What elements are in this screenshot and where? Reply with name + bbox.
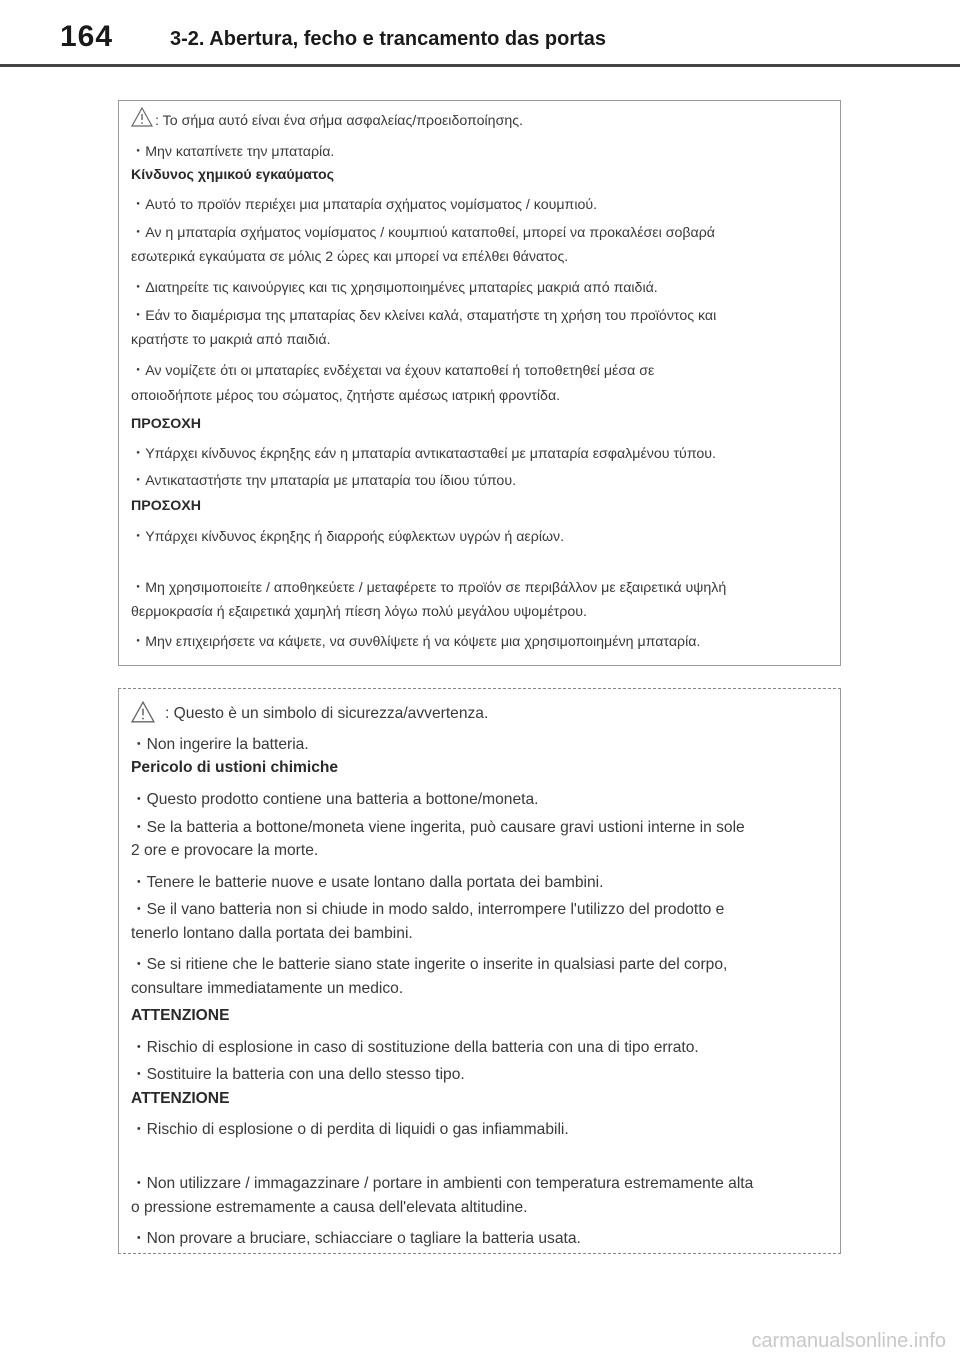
greek-line-8: ・Εάν το διαμέρισμα της μπαταρίας δεν κλείνει καλά, σταματήστε τη χρήση του προϊόντος και [131,308,717,324]
greek-heading-caution-1: ΠΡΟΣΟΧΗ [131,416,202,432]
greek-line-18: θερμοκρασία ή εξαιρετικά χαμηλή πίεση λόγω πολύ μεγάλου υψομέτρου. [131,604,587,620]
page-header [0,0,960,68]
italian-line-7: ・Tenere le batterie nuove e usate lontano dalla portata dei bambini. [131,874,604,891]
italian-line-10: ・Se si ritiene che le batterie siano state ingerite o inserite in qualsiasi parte del corpo, [131,956,728,973]
greek-line-19: ・Μην επιχειρήσετε να κάψετε, να συνθλίψετε ή να κόψετε μια χρησιμοποιημένη μπαταρία. [131,634,701,650]
warning-triangle-icon [131,701,155,723]
section-title: 3-2. Abertura, fecho e trancamento das portas [170,28,607,50]
italian-line-16: ・Rischio di esplosione o di perdita di liquidi o gas infiammabili. [131,1121,569,1138]
italian-line-19: ・Non provare a bruciare, schiacciare o tagliare la batteria usata. [131,1230,581,1247]
italian-line-6: 2 ore e provocare la morte. [131,842,319,859]
warning-triangle-icon [131,107,153,127]
greek-heading-chemical-burn: Κίνδυνος χημικού εγκαύματος [131,167,335,183]
italian-line-17: ・Non utilizzare / immagazzinare / portare in ambienti con temperatura estremamente alta [131,1175,754,1192]
italian-warning-box [118,688,841,1254]
italian-heading-attention-1: ATTENZIONE [131,1007,230,1024]
greek-line-5: ・Αν η μπαταρία σχήματος νομίσματος / κουμπιού καταποθεί, μπορεί να προκαλέσει σοβαρά [131,225,715,241]
italian-line-5: ・Se la batteria a bottone/moneta viene ingerita, può causare gravi ustioni interne in sole [131,819,745,836]
greek-line-16: ・Υπάρχει κίνδυνος έκρηξης ή διαρροής εύφλεκτων υγρών ή αερίων. [131,529,565,545]
italian-line-9: tenerlo lontano dalla portata dei bambini. [131,925,413,942]
greek-line-10: ・Αν νομίζετε ότι οι μπαταρίες ενδέχεται να έχουν καταποθεί ή τοποθετηθεί μέσα σε [131,363,655,379]
greek-line-1: : Το σήμα αυτό είναι ένα σήμα ασφαλείας/προειδοποίησης. [155,113,523,129]
header-divider [0,64,960,67]
italian-line-2: ・Non ingerire la batteria. [131,736,309,753]
greek-heading-caution-2: ΠΡΟΣΟΧΗ [131,498,202,514]
italian-line-14: ・Sostituire la batteria con una dello stesso tipo. [131,1066,465,1083]
greek-line-11: οποιοδήποτε μέρος του σώματος, ζητήστε αμέσως ιατρική φροντίδα. [131,388,561,404]
greek-line-4: ・Αυτό το προϊόν περιέχει μια μπαταρία σχήματος νομίσματος / κουμπιού. [131,197,598,213]
greek-line-6: εσωτερικά εγκαύματα σε μόλις 2 ώρες και μπορεί να επέλθει θάνατος. [131,249,569,265]
greek-line-13: ・Υπάρχει κίνδυνος έκρηξης εάν η μπαταρία αντικατασταθεί με μπαταρία εσφαλμένου τύπου. [131,446,716,462]
greek-line-9: κρατήστε το μακριά από παιδιά. [131,332,331,348]
page-number: 164 [60,20,114,53]
greek-line-14: ・Αντικαταστήστε την μπαταρία με μπαταρία του ίδιου τύπου. [131,473,517,489]
italian-heading-attention-2: ATTENZIONE [131,1090,230,1107]
italian-line-18: o pressione estremamente a causa dell'elevata altitudine. [131,1199,528,1216]
italian-line-1: : Questo è un simbolo di sicurezza/avvertenza. [165,705,489,722]
italian-line-13: ・Rischio di esplosione in caso di sostituzione della batteria con una di tipo errato. [131,1039,699,1056]
greek-line-7: ・Διατηρείτε τις καινούργιες και τις χρησιμοποιημένες μπαταρίες μακριά από παιδιά. [131,280,658,296]
watermark: carmanualsonline.info [751,1330,946,1352]
italian-line-11: consultare immediatamente un medico. [131,980,404,997]
italian-heading-chemical-burn: Pericolo di ustioni chimiche [131,759,339,776]
greek-line-17: ・Μη χρησιμοποιείτε / αποθηκεύετε / μεταφέρετε το προϊόν σε περιβάλλον με εξαιρετικά υψηλή [131,580,727,596]
italian-line-4: ・Questo prodotto contiene una batteria a bottone/moneta. [131,791,539,808]
italian-line-8: ・Se il vano batteria non si chiude in modo saldo, interrompere l'utilizzo del prodotto e [131,901,725,918]
greek-line-2: ・Μην καταπίνετε την μπαταρία. [131,144,335,160]
greek-warning-box [118,100,841,666]
